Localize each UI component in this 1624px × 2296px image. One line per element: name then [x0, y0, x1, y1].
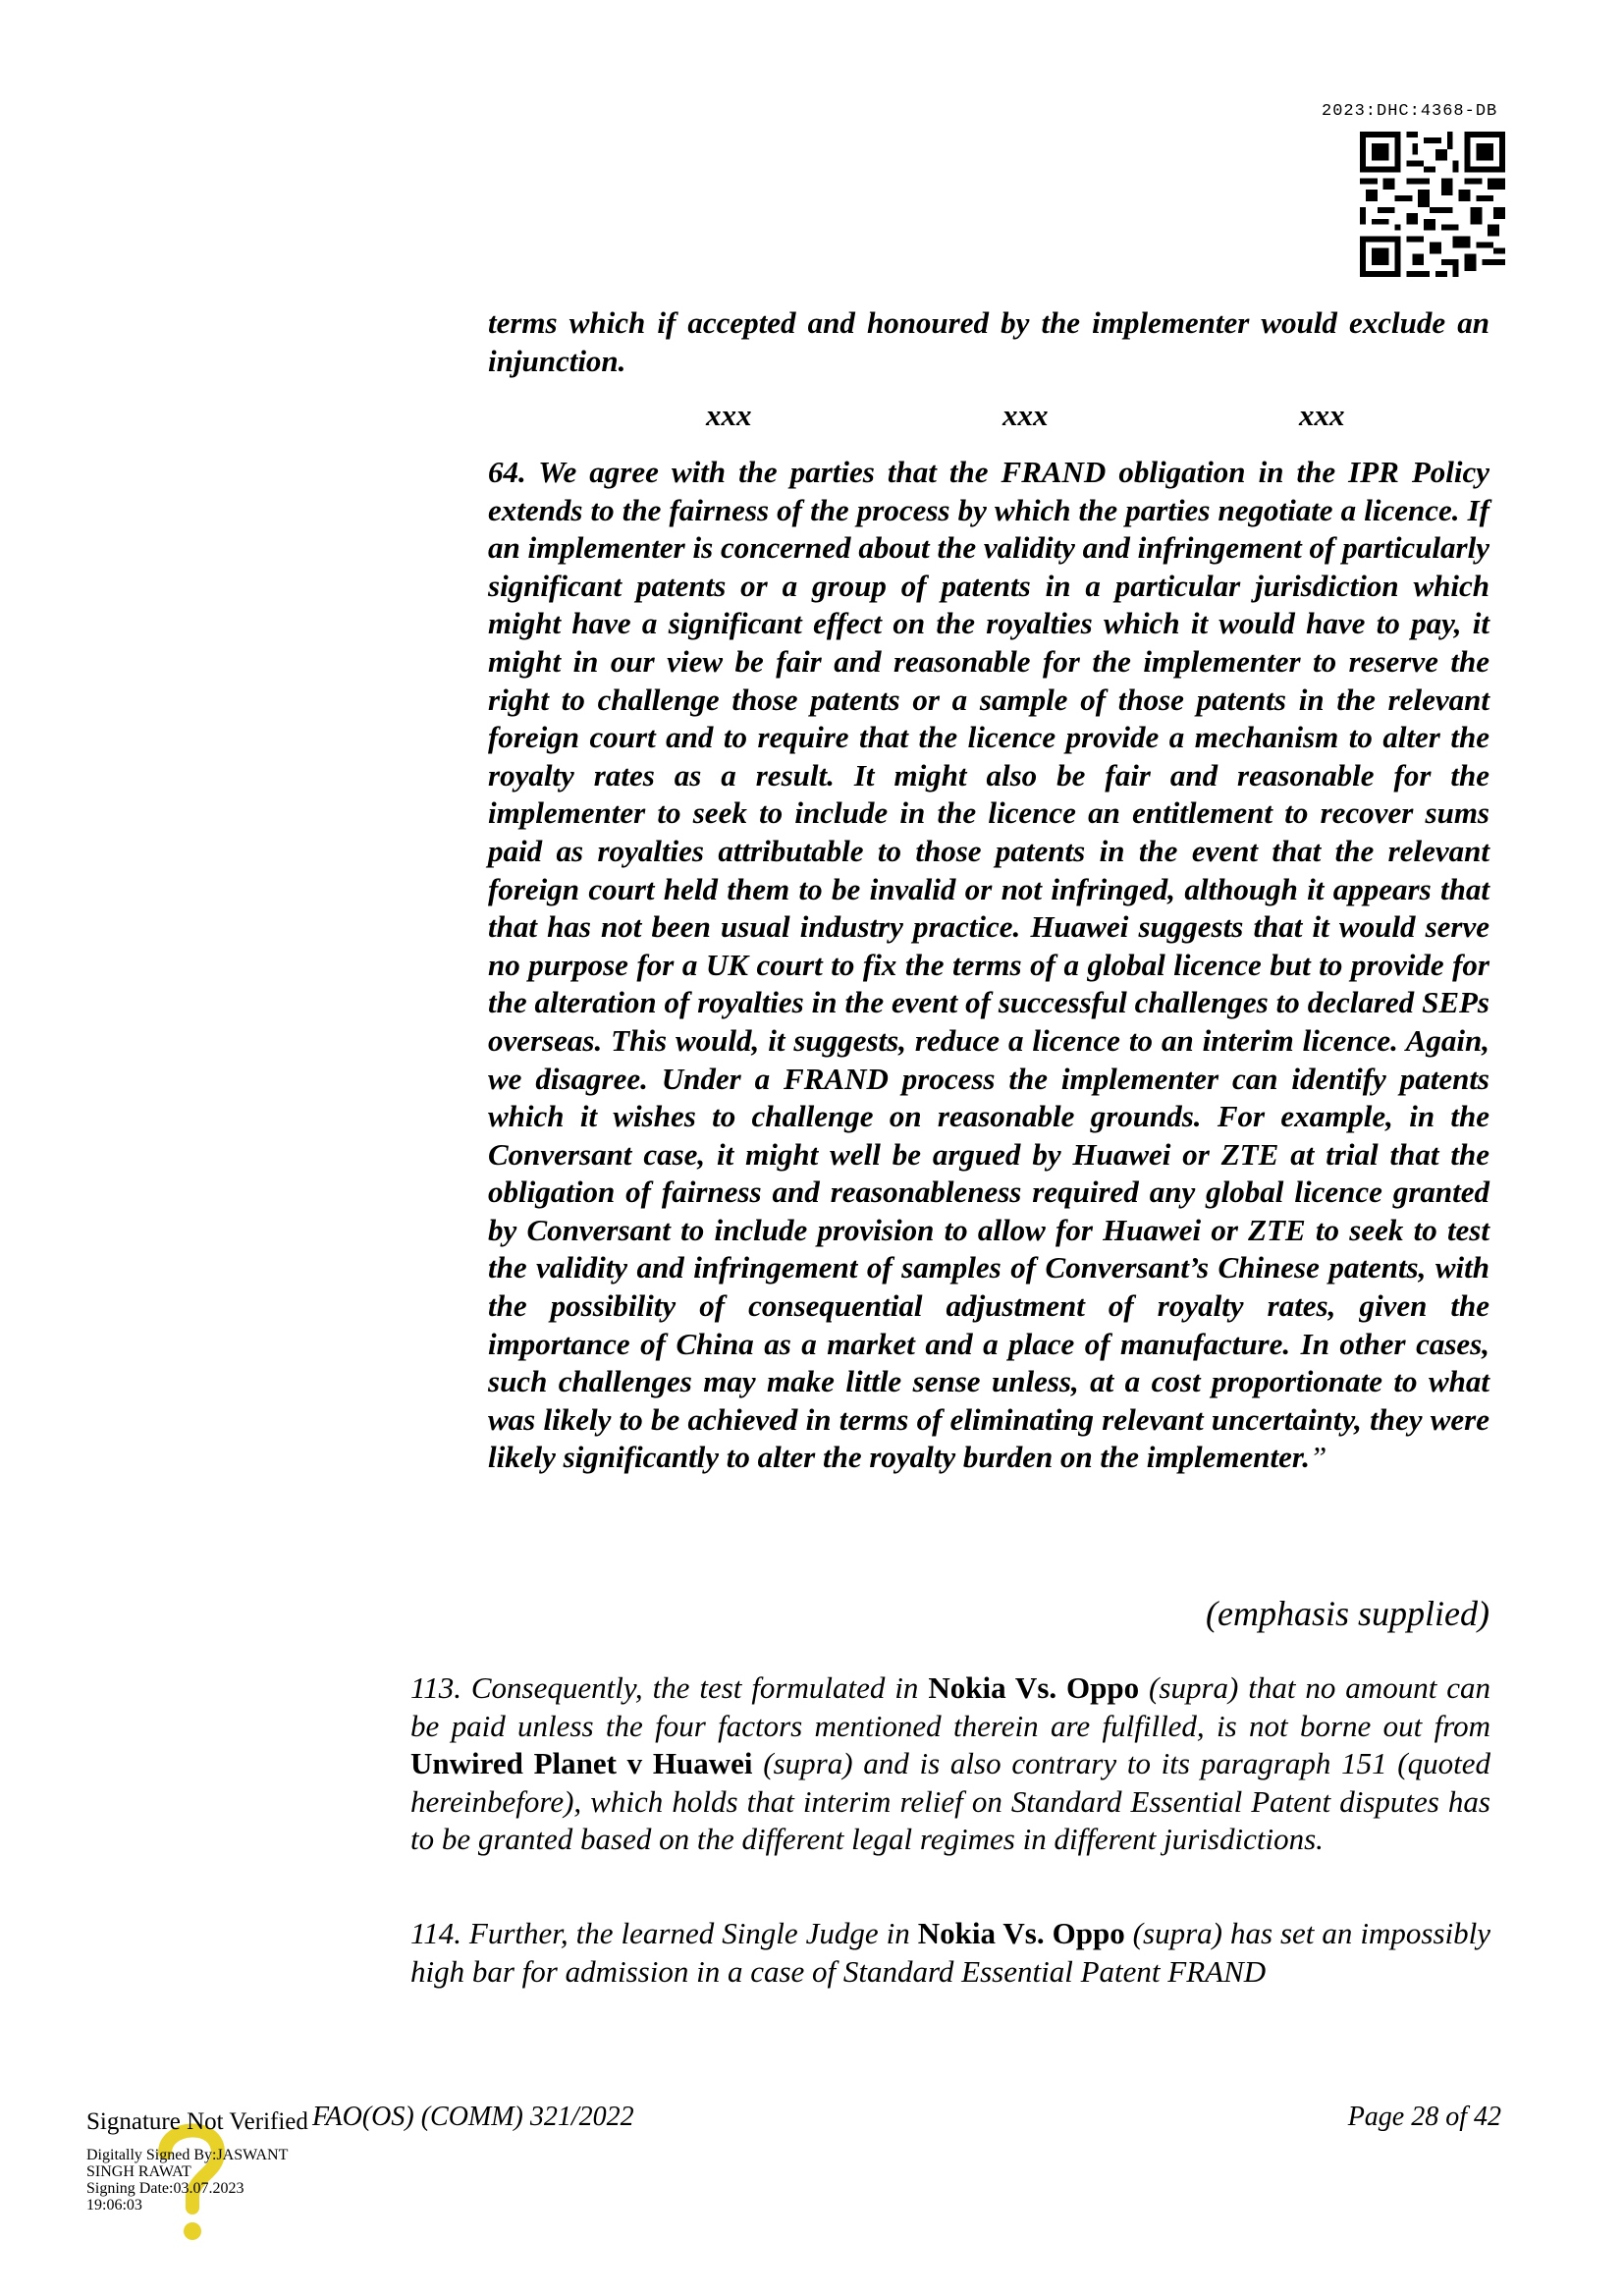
signature-signer-name: SINGH RAWAT — [86, 2163, 191, 2180]
paragraph-113-text: (supra) that no amount can be paid unless the four factors mentioned therein are fulfilled, is not borne out from — [410, 1670, 1490, 1743]
quoted-paragraph-64-body — [488, 454, 1489, 1477]
separator-mark: xxx — [1002, 398, 1049, 432]
paragraph-113 — [410, 1669, 1490, 1859]
case-name-nokia-oppo: Nokia Vs. Oppo — [917, 1916, 1125, 1950]
signature-signer: Digitally Signed By:JASWANT — [86, 2147, 289, 2163]
paragraph-113-text: (supra) and is also contrary to its paragraph 151 (quoted hereinbefore), which holds that interim relief on Standard Essential Patent disputes has to be granted based on the different legal regimes in different jurisdictions. — [410, 1746, 1490, 1857]
qr-code-icon — [1360, 132, 1505, 277]
signature-date: Signing Date:03.07.2023 — [86, 2180, 244, 2197]
signature-status: Signature Not Verified — [86, 2108, 308, 2135]
separator-mark: xxx — [706, 398, 752, 432]
quote-separator — [488, 398, 1489, 437]
paragraph-114-text: (supra) has set an impossibly high bar for admission in a case of Standard Essential Patent FRAND — [410, 1916, 1490, 1989]
quote-intro-text: terms which if accepted and honoured by the implementer would exclude an injunction. — [488, 305, 1489, 378]
footer-case-number: FAO(OS) (COMM) 321/2022 — [312, 2102, 634, 2132]
quoted-paragraph-64-text: 64. We agree with the parties that the FRAND obligation in the IPR Policy extends to the fairness of the process by which the parties negotiate a licence. If an implementer is concerned about the validity and infringement of particularly significant patents or a group of patents in a particular jurisdiction which might have a significant effect on the royalties which it would have to pay, it might in our view be fair and reasonable for the implementer to reserve the right to challenge those patents or a sample of those patents in the relevant foreign court and to require that the licence provide a mechanism to alter the royalty rates as a result. It might also be fair and reasonable for the implementer to seek to include in the licence an entitlement to recover sums paid as royalties attributable to those patents in the event that the relevant foreign court held them to be invalid or not infringed, although it appears that that has not been usual industry practice. Huawei suggests that it would serve no purpose for a UK court to fix the terms of a global licence but to provide for the alteration of royalties in the event of successful challenges to declared SEPs overseas. This would, it suggests, reduce a licence to an interim licence. Again, we disagree. Under a FRAND process the implementer can identify patents which it wishes to challenge on reasonable grounds. For example, in the Conversant case, it might well be argued by Huawei or ZTE at trial that the obligation of fairness and reasonableness required any global licence granted by Conversant to include provision to allow for Huawei or ZTE to seek to test the validity and infringement of samples of Conversant’s Chinese patents, with the possibility of consequential adjustment of royalty rates, given the importance of China as a market and a place of manufacture. In other cases, such challenges may make little sense unless, at a cost proportionate to what was likely to be achieved in terms of eliminating relevant uncertainty, they were likely significantly to alter the royalty burden on the implementer. — [488, 455, 1489, 1475]
case-name-nokia-oppo: Nokia Vs. Oppo — [928, 1670, 1140, 1705]
closing-quote-mark: ” — [1310, 1440, 1327, 1475]
emphasis-note: (emphasis supplied) — [1206, 1594, 1489, 1633]
quoted-paragraph-64 — [488, 454, 1489, 1477]
signature-time: 19:06:03 — [86, 2197, 142, 2214]
neutral-citation: 2023:DHC:4368-DB — [1322, 102, 1498, 121]
paragraph-114-text: 114. Further, the learned Single Judge in — [410, 1916, 918, 1950]
footer-page-number: Page 28 of 42 — [1347, 2102, 1501, 2132]
quote-intro — [488, 304, 1489, 380]
signature-details — [86, 2147, 288, 2214]
separator-mark: xxx — [1299, 398, 1345, 432]
paragraph-114 — [410, 1915, 1490, 1991]
case-name-unwired-planet: Unwired Planet v Huawei — [410, 1746, 753, 1781]
paragraph-113-text: 113. Consequently, the test formulated in — [410, 1670, 929, 1705]
